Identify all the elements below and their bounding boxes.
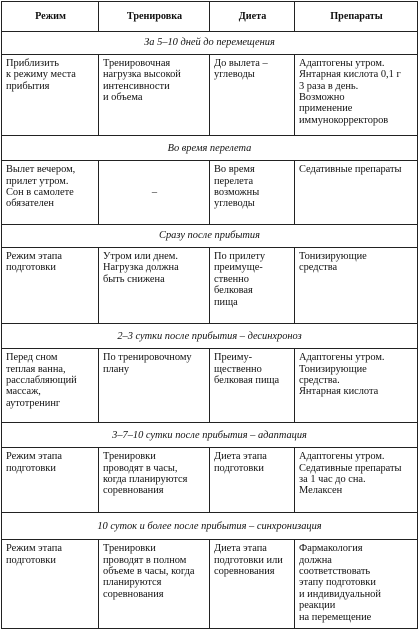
cell-line: Возможно <box>299 91 345 103</box>
cell-diet <box>210 448 295 513</box>
cell-line: 3 раза в день. <box>299 80 359 92</box>
cell-line: перелета <box>214 175 254 187</box>
cell-line: По прилету <box>214 250 266 262</box>
cell-line: аутотренинг <box>6 397 61 409</box>
cell-line: Преиму- <box>214 352 253 364</box>
cell-line: прибытия <box>6 80 50 92</box>
cell-line: Тренировки <box>103 543 156 555</box>
section-title-row <box>2 32 418 55</box>
cell-line: Тонизирующие <box>299 250 367 262</box>
column-header-medications: Препараты <box>295 2 418 32</box>
cell-line: Вылет вечером, <box>6 164 76 176</box>
cell-line: Седативные препараты <box>299 164 402 176</box>
section-title: Сразу после прибытия <box>2 225 418 248</box>
cell-line: Фармакология <box>299 543 363 555</box>
cell-line: углеводы <box>214 69 255 81</box>
cell-line: подготовки <box>214 462 264 474</box>
cell-mode <box>2 161 99 225</box>
cell-line: реакции <box>299 600 336 612</box>
table-row <box>2 540 418 629</box>
cell-line: и объема <box>103 91 143 103</box>
cell-line: этапу подготовки <box>299 577 376 589</box>
cell-line: нагрузка высокой <box>103 69 181 81</box>
cell-line: обязателен <box>6 198 54 210</box>
cell-line: До вылета – <box>214 57 268 69</box>
cell-line: средства. <box>299 374 340 386</box>
cell-line: Янтарная кислота 0,1 г <box>299 69 401 81</box>
cell-diet <box>210 161 295 225</box>
cell-diet <box>210 54 295 136</box>
cell-medications <box>295 247 418 323</box>
cell-diet <box>210 247 295 323</box>
cell-line: Утром или днем. <box>103 250 178 262</box>
cell-line: белковая пища <box>214 374 280 386</box>
cell-mode <box>2 54 99 136</box>
cell-line: По тренировочному <box>103 352 192 364</box>
table-row <box>2 349 418 423</box>
section-title-row <box>2 513 418 540</box>
section-title: 2–3 сутки после прибытия – десинхроноз <box>2 324 418 349</box>
cell-mode <box>2 540 99 629</box>
cell-medications <box>295 540 418 629</box>
cell-training <box>99 349 210 423</box>
cell-line: ственно <box>214 273 249 285</box>
cell-line: Адаптогены утром. <box>299 57 385 69</box>
table-row <box>2 448 418 513</box>
table-row <box>2 161 418 225</box>
cell-medications <box>295 448 418 513</box>
section-title-row <box>2 136 418 161</box>
cell-line: массаж, <box>6 386 41 398</box>
cell-line: плану <box>103 363 130 375</box>
cell-line: подготовки <box>6 462 56 474</box>
cell-medications <box>295 54 418 136</box>
cell-training <box>99 54 210 136</box>
header-row <box>2 2 418 32</box>
cell-training <box>99 161 210 225</box>
cell-line: к режиму места <box>6 69 76 81</box>
cell-line: – <box>151 187 158 199</box>
cell-diet <box>210 349 295 423</box>
cell-line: Адаптогены утром. <box>299 451 385 463</box>
cell-line: средства <box>299 262 338 274</box>
cell-line: теплая ванна, <box>6 363 66 375</box>
cell-mode <box>2 349 99 423</box>
cell-line: Во время <box>214 164 255 176</box>
cell-line: применение <box>299 103 353 115</box>
cell-line: быть снижена <box>103 273 165 285</box>
section-title-row <box>2 324 418 349</box>
cell-line: подготовки или <box>214 554 283 566</box>
cell-line: проводят в полном <box>103 554 187 566</box>
section-title: 3–7–10 сутки после прибытия – адаптация <box>2 423 418 448</box>
section-title-row <box>2 225 418 248</box>
cell-line: Режим этапа <box>6 543 62 555</box>
cell-line: щественно <box>214 363 262 375</box>
cell-diet <box>210 540 295 629</box>
cell-line: подготовки <box>6 554 56 566</box>
section-title-row <box>2 423 418 448</box>
cell-line: Диета этапа <box>214 451 267 463</box>
cell-mode <box>2 247 99 323</box>
cell-mode <box>2 448 99 513</box>
cell-line: белковая <box>214 285 253 297</box>
cell-line: за 1 час до сна. <box>299 474 366 486</box>
cell-line: Режим этапа <box>6 250 62 262</box>
cell-line: подготовки <box>6 262 56 274</box>
column-header-mode: Режим <box>2 2 99 32</box>
column-header-diet: Диета <box>210 2 295 32</box>
cell-line: Янтарная кислота <box>299 386 379 398</box>
cell-line: преимуще- <box>214 262 263 274</box>
cell-line: Тонизирующие <box>299 363 367 375</box>
cell-line: соревнования <box>214 566 275 578</box>
cell-training <box>99 540 210 629</box>
cell-line: прилет утром. <box>6 175 69 187</box>
cell-line: когда планируются <box>103 474 188 486</box>
cell-line: Седативные препараты <box>299 462 402 474</box>
cell-line: Режим этапа <box>6 451 62 463</box>
cell-line: проводят в часы, <box>103 462 178 474</box>
cell-training <box>99 247 210 323</box>
cell-line: Нагрузка должна <box>103 262 179 274</box>
table-row <box>2 247 418 323</box>
section-title: 10 суток и более после прибытия – синхронизация <box>2 513 418 540</box>
cell-training <box>99 448 210 513</box>
cell-line: иммунокорректоров <box>299 114 389 126</box>
section-title: Во время перелета <box>2 136 418 161</box>
cell-line: объеме в часы, когда <box>103 566 195 578</box>
cell-line: интенсивности <box>103 80 170 92</box>
cell-line: расслабляющий <box>6 374 77 386</box>
cell-line: Тренировочная <box>103 57 171 69</box>
cell-line: пища <box>214 296 238 308</box>
cell-line: Сон в самолете <box>6 186 74 198</box>
cell-line: Приблизить <box>6 57 59 69</box>
cell-line: возможны <box>214 186 260 198</box>
cell-medications <box>295 161 418 225</box>
cell-line: на перемещение <box>299 611 372 623</box>
cell-line: соответствовать <box>299 566 371 578</box>
cell-line: Диета этапа <box>214 543 267 555</box>
section-title: За 5–10 дней до перемещения <box>2 32 418 55</box>
table-row <box>2 54 418 136</box>
cell-line: углеводы <box>214 198 255 210</box>
cell-line: Адаптогены утром. <box>299 352 385 364</box>
cell-medications <box>295 349 418 423</box>
adaptation-table <box>1 1 418 629</box>
cell-line: соревнования <box>103 588 164 600</box>
cell-line: и индивидуальной <box>299 588 381 600</box>
cell-line: Мелаксен <box>299 485 343 497</box>
cell-line: соревнования <box>103 485 164 497</box>
column-header-training: Тренировка <box>99 2 210 32</box>
cell-line: должна <box>299 554 332 566</box>
cell-line: Тренировки <box>103 451 156 463</box>
cell-line: Перед сном <box>6 352 58 364</box>
cell-line: планируются <box>103 577 162 589</box>
